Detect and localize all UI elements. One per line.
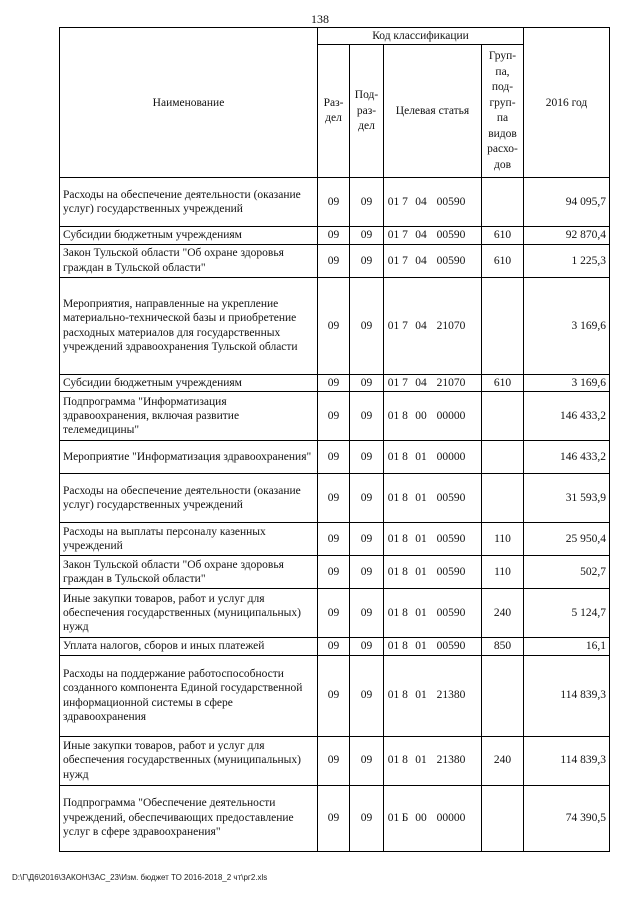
row-expense-group: 110 [482,523,524,556]
target-direction: 21380 [436,689,466,702]
row-expense-group: 850 [482,638,524,655]
page-number: 138 [311,12,329,26]
row-amount: 94 095,7 [524,178,610,227]
file-path-footer: D:\Г\Д6\2016\ЗАКОН\ЗАС_23\Изм. бюджет ТО 2016-2018_2 чт\рг2.xls [12,873,268,882]
row-expense-group [482,178,524,227]
target-subprogram: 8 [402,450,408,463]
row-amount: 74 390,5 [524,785,610,851]
row-amount: 3 169,6 [524,277,610,374]
row-name: Расходы на выплаты персоналу казенных учреждений [60,523,318,556]
table-row [60,589,610,638]
row-expense-group [482,474,524,523]
table-row [60,374,610,391]
row-expense-group [482,441,524,474]
row-amount: 1 225,3 [524,244,610,277]
target-subprogram: 7 [402,229,408,242]
target-direction: 00000 [436,450,466,463]
row-amount: 146 433,2 [524,392,610,441]
table-row [60,441,610,474]
target-event: 04 [415,254,427,267]
target-event: 04 [415,229,427,242]
row-subsection: 09 [350,178,384,227]
row-subsection: 09 [350,589,384,638]
target-event: 01 [415,491,427,504]
target-direction: 00590 [436,532,466,545]
target-subprogram: 8 [402,491,408,504]
row-target [384,589,482,638]
table-row [60,556,610,589]
row-name: Уплата налогов, сборов и иных платежей [60,638,318,655]
target-event: 01 [415,640,427,653]
row-name: Субсидии бюджетным учреждениям [60,374,318,391]
row-target [384,556,482,589]
row-subsection: 09 [350,736,384,785]
target-program: 01 [387,409,400,422]
header-year: 2016 год [524,28,610,178]
target-event: 01 [415,754,427,767]
row-subsection: 09 [350,277,384,374]
target-program: 01 [387,811,400,824]
target-subprogram: 8 [402,409,408,422]
row-expense-group [482,392,524,441]
table-row [60,244,610,277]
row-target [384,178,482,227]
row-subsection: 09 [350,655,384,736]
target-direction: 00590 [436,491,466,504]
row-expense-group: 610 [482,374,524,391]
target-subprogram: 7 [402,196,408,209]
row-target [384,441,482,474]
row-expense-group: 240 [482,736,524,785]
target-event: 01 [415,450,427,463]
row-section: 09 [318,227,350,244]
row-amount: 16,1 [524,638,610,655]
target-program: 01 [387,319,400,332]
row-target [384,392,482,441]
target-event: 01 [415,532,427,545]
row-amount: 3 169,6 [524,374,610,391]
row-subsection: 09 [350,474,384,523]
row-subsection: 09 [350,785,384,851]
row-target [384,736,482,785]
row-name: Субсидии бюджетным учреждениям [60,227,318,244]
row-expense-group [482,655,524,736]
row-target [384,523,482,556]
target-program: 01 [387,640,400,653]
target-program: 01 [387,565,400,578]
row-section: 09 [318,277,350,374]
target-direction: 21380 [436,754,466,767]
row-section: 09 [318,556,350,589]
budget-table [59,27,610,852]
row-subsection: 09 [350,556,384,589]
row-subsection: 09 [350,392,384,441]
target-program: 01 [387,229,400,242]
target-program: 01 [387,254,400,267]
row-amount: 114 839,3 [524,655,610,736]
table-row [60,178,610,227]
row-section: 09 [318,392,350,441]
row-amount: 502,7 [524,556,610,589]
target-direction: 00590 [436,640,466,653]
row-subsection: 09 [350,227,384,244]
row-name: Закон Тульской области "Об охране здоровья граждан в Тульской области" [60,244,318,277]
target-event: 01 [415,565,427,578]
target-event: 00 [415,409,427,422]
target-program: 01 [387,754,400,767]
target-direction: 00000 [436,409,466,422]
target-subprogram: 7 [402,319,408,332]
target-program: 01 [387,491,400,504]
row-section: 09 [318,374,350,391]
target-direction: 21070 [436,376,466,389]
row-name: Иные закупки товаров, работ и услуг для обеспечения государственных (муниципальных) нужд [60,589,318,638]
target-event: 04 [415,376,427,389]
table-row [60,227,610,244]
row-name: Расходы на поддержание работоспособности созданного компонента Единой государственной информационной системы в сфере здравоохранения [60,655,318,736]
row-section: 09 [318,589,350,638]
target-direction: 00590 [436,565,466,578]
row-expense-group [482,785,524,851]
table-row [60,277,610,374]
target-program: 01 [387,450,400,463]
target-event: 04 [415,319,427,332]
header-subsection-text: Под- раз- дел [354,89,379,133]
row-name: Подпрограмма "Информатизация здравоохранения, включая развитие телемедицины" [60,392,318,441]
target-event: 01 [415,606,427,619]
row-target [384,655,482,736]
header-group-text: Груп- па, под- груп- па видов расхо- дов [487,50,518,171]
target-subprogram: 8 [402,532,408,545]
row-expense-group: 240 [482,589,524,638]
target-subprogram: 8 [402,754,408,767]
target-direction: 00590 [436,254,466,267]
row-section: 09 [318,523,350,556]
target-subprogram: Б [401,811,409,824]
row-amount: 146 433,2 [524,441,610,474]
target-program: 01 [387,606,400,619]
row-amount: 114 839,3 [524,736,610,785]
row-amount: 5 124,7 [524,589,610,638]
row-section: 09 [318,736,350,785]
row-target [384,374,482,391]
header-section [318,45,350,178]
table-row [60,785,610,851]
row-target [384,474,482,523]
row-section: 09 [318,178,350,227]
target-program: 01 [387,689,400,702]
table-row [60,655,610,736]
row-expense-group: 610 [482,227,524,244]
header-name: Наименование [60,28,318,178]
row-subsection: 09 [350,374,384,391]
row-name: Расходы на обеспечение деятельности (оказание услуг) государственных учреждений [60,474,318,523]
row-target [384,227,482,244]
row-target [384,244,482,277]
table-row [60,638,610,655]
target-event: 01 [415,689,427,702]
target-direction: 00590 [436,196,466,209]
target-direction: 00590 [436,606,466,619]
row-section: 09 [318,655,350,736]
header-section-text: Раз- дел [323,96,344,125]
row-amount: 31 593,9 [524,474,610,523]
target-subprogram: 8 [402,640,408,653]
row-section: 09 [318,244,350,277]
row-name: Подпрограмма "Обеспечение деятельности учреждений, обеспечивающих предоставление услуг в сфере здравоохранения" [60,785,318,851]
row-amount: 25 950,4 [524,523,610,556]
row-section: 09 [318,638,350,655]
target-direction: 21070 [436,319,466,332]
target-subprogram: 7 [402,254,408,267]
row-expense-group: 610 [482,244,524,277]
row-subsection: 09 [350,523,384,556]
table-row [60,736,610,785]
row-section: 09 [318,441,350,474]
target-direction: 00590 [436,229,466,242]
target-subprogram: 8 [402,606,408,619]
target-event: 00 [415,811,427,824]
row-subsection: 09 [350,244,384,277]
table-row [60,392,610,441]
row-expense-group: 110 [482,556,524,589]
row-name: Мероприятие "Информатизация здравоохранения" [60,441,318,474]
table-row [60,523,610,556]
row-target [384,277,482,374]
header-target: Целевая статья [384,45,482,178]
target-subprogram: 7 [402,376,408,389]
header-group [482,45,524,178]
target-program: 01 [387,376,400,389]
row-name: Мероприятия, направленные на укрепление материально-технической базы и приобретение расходных материалов для государственных учреждений здравоохранения Тульской области [60,277,318,374]
row-expense-group [482,277,524,374]
row-amount: 92 870,4 [524,227,610,244]
header-code-group: Код классификации [318,28,524,45]
target-program: 01 [387,196,400,209]
target-program: 01 [387,532,400,545]
row-name: Расходы на обеспечение деятельности (оказание услуг) государственных учреждений [60,178,318,227]
target-subprogram: 8 [402,565,408,578]
target-event: 04 [415,196,427,209]
target-direction: 00000 [436,811,466,824]
row-name: Закон Тульской области "Об охране здоровья граждан в Тульской области" [60,556,318,589]
table-row [60,474,610,523]
row-target [384,785,482,851]
row-name: Иные закупки товаров, работ и услуг для обеспечения государственных (муниципальных) нужд [60,736,318,785]
target-subprogram: 8 [402,689,408,702]
row-subsection: 09 [350,441,384,474]
row-section: 09 [318,785,350,851]
row-section: 09 [318,474,350,523]
row-subsection: 09 [350,638,384,655]
header-subsection [350,45,384,178]
row-target [384,638,482,655]
